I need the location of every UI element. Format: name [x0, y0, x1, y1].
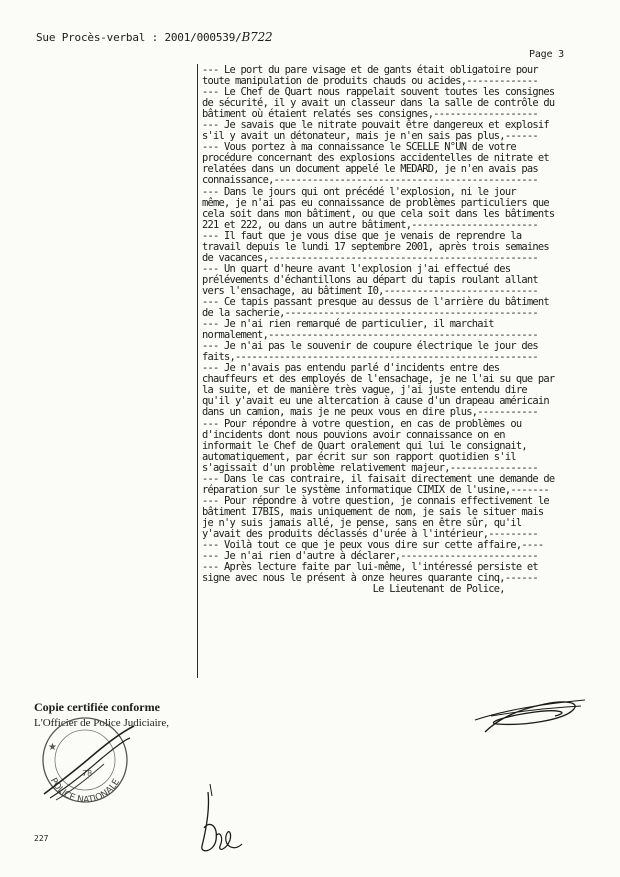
- footer-page-number: 227: [34, 834, 49, 843]
- officer-line: L'Officier de Police Judiciaire,: [34, 717, 169, 729]
- statement-line: bâtiment I7BIS, mais uniquement de nom, je sais le situer mais: [202, 505, 544, 518]
- header-suffix: e Procès-verbal : 2001/000539/: [48, 31, 242, 44]
- statement-line: bâtiment où étaient relatés ses consignes,-------------------: [202, 108, 538, 121]
- statement-line: --- Ce tapis passant presque au dessus de l'arrière du bâtiment: [202, 295, 549, 308]
- statement-line: Le Lieutenant de Police,: [202, 583, 505, 596]
- statement-line: vers l'ensachage, au bâtiment I0,----------------------------: [202, 284, 538, 297]
- statement-line: --- Je n'ai pas le souvenir de coupure électrique le jour des: [202, 340, 538, 353]
- handwritten-reference: B722: [241, 30, 273, 44]
- statement-line: --- Dans le jours qui ont précédé l'explosion, ni le jour: [202, 185, 516, 198]
- police-stamp: [30, 712, 140, 812]
- statement-line: connaissance,------------------------------------------------: [202, 174, 538, 187]
- statement-line: travail depuis le lundi 17 septembre 2001, après trois semaines: [202, 240, 549, 253]
- statement-line: la suite, et de manière très vague, j'ai juste entendu dire: [202, 384, 527, 397]
- statement-line: dans un camion, mais je ne peux vous en dire plus,-----------: [202, 406, 538, 419]
- statement-line: de sécurité, il y avait un classeur dans la salle de contrôle du: [202, 97, 555, 110]
- statement-line: réparation sur le système informatique CIMIX de l'usine,-------: [202, 483, 549, 496]
- margin-rule: [197, 64, 198, 678]
- statement-line: --- Dans le cas contraire, il faisait directement une demande de: [202, 472, 555, 485]
- lieutenant-signature: [445, 690, 595, 740]
- statement-line: --- Le port du pare visage et de gants était obligatoire pour: [202, 64, 538, 76]
- statement-line: de la sacherie,----------------------------------------------: [202, 307, 538, 320]
- stamp-number: 78: [82, 769, 93, 778]
- statement-line: qu'il y'avait eu une altercation à cause d'un drapeau américain: [202, 395, 549, 408]
- statement-line: --- Je savais que le nitrate pouvait être dangereux et explosif: [202, 119, 549, 132]
- proces-verbal-header: [36, 30, 272, 44]
- statement-line: s'il y avait un détonateur, mais je n'en sais pas plus,------: [202, 130, 538, 143]
- statement-line: --- Le Chef de Quart nous rappelait souvent toutes les consignes: [202, 86, 555, 99]
- statement-line: --- Après lecture faite par lui-même, l'intéressé persiste et: [202, 561, 538, 574]
- header-prefix: Su: [36, 31, 49, 44]
- statement-line: y'avait des produits déclassés d'urée à l'intérieur,---------: [202, 527, 538, 540]
- statement-line: signe avec nous le présent à onze heures quarante cinq,------: [202, 572, 538, 585]
- page-number: Page 3: [529, 49, 564, 60]
- statement-line: 221 et 222, ou dans un autre bâtiment,-----------------------: [202, 218, 538, 231]
- stamp-star: ★: [48, 742, 57, 753]
- statement-line: --- Je n'avais pas entendu parlé d'incidents entre des: [202, 362, 500, 375]
- statement-line: toute manipulation de produits chauds ou acides,-------------: [202, 75, 538, 88]
- statement-line: --- Pour répondre à votre question, en cas de problèmes ou: [202, 417, 522, 430]
- statement-line: normalement,-------------------------------------------------: [202, 329, 538, 342]
- statement-line: --- Voilà tout ce que je peux vous dire sur cette affaire,----: [202, 539, 544, 552]
- statement-line: chauffeurs et des employés de l'ensachage, je ne l'ai su que par: [202, 373, 555, 386]
- statement-line: s'agissait d'un problème relativement majeur,----------------: [202, 461, 538, 474]
- statement-line: --- Il faut que je vous dise que je venais de reprendre la: [202, 229, 522, 242]
- statement-line: --- Pour répondre à votre question, je connais effectivement le: [202, 494, 549, 507]
- statement-line: de vacances,-------------------------------------------------: [202, 251, 538, 264]
- statement-body: [202, 65, 616, 595]
- statement-line: --- Je n'ai rien remarqué de particulier, il marchait: [202, 318, 494, 331]
- stamp-text: POLICE NATIONALE: [47, 776, 123, 806]
- statement-line: --- Un quart d'heure avant l'explosion j'ai effectué des: [202, 262, 511, 275]
- statement-line: prélévements d'échantillons au départ du tapis roulant allant: [202, 273, 538, 286]
- statement-line: relatées dans un document appelé le MEDARD, je n'en avais pas: [202, 163, 538, 176]
- statement-line: je n'y suis jamais allé, je pense, sans en être sûr, qu'il: [202, 516, 522, 529]
- statement-line: --- Vous portez à ma connaissance le SCELLE N°UN de votre: [202, 141, 516, 154]
- statement-line: --- Je n'ai rien d'autre à déclarer,-------------------------: [202, 550, 538, 563]
- statement-line: même, je n'ai pas eu connaissance de problèmes particuliers que: [202, 196, 549, 209]
- statement-line: cela soit dans mon bâtiment, ou que cela soit dans les bâtiments: [202, 207, 555, 220]
- statement-line: faits,-------------------------------------------------------: [202, 351, 538, 364]
- declarant-signature: [190, 780, 250, 860]
- statement-line: procédure concernant des explosions accidentelles de nitrate et: [202, 152, 549, 165]
- certification-line: Copie certifiée conforme: [34, 700, 160, 714]
- statement-line: informait le Chef de Quart oralement qui lui le consignait,: [202, 439, 527, 452]
- statement-line: d'incidents dont nous pouvions avoir connaissance on en: [202, 428, 505, 441]
- statement-line: automatiquement, par écrit sur son rapport quotidien s'il: [202, 450, 516, 463]
